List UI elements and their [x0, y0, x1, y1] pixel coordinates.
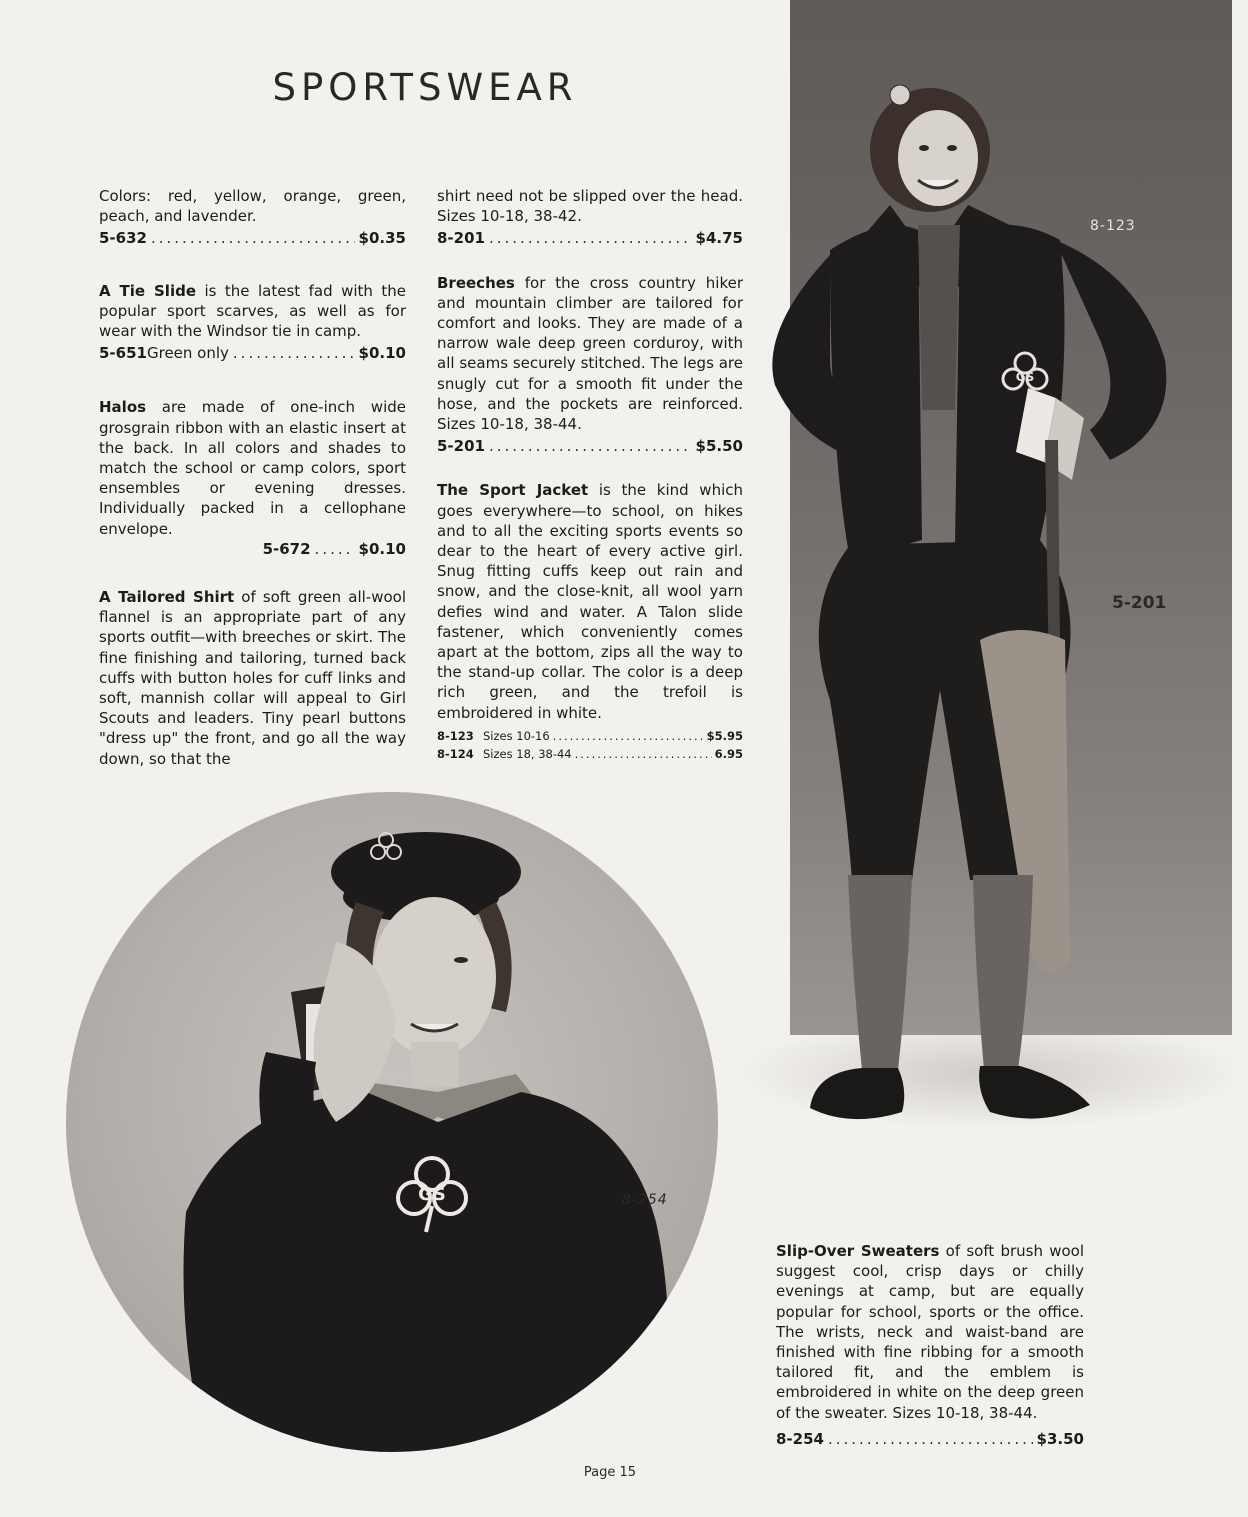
price-line — [437, 727, 743, 745]
item-note: Green only — [146, 344, 229, 363]
price-line — [437, 228, 743, 248]
tailored-shirt-entry — [99, 587, 406, 769]
item-price: $5.95 — [706, 728, 743, 743]
item-description: are made of one-inch wide grosgrain ribbon with an elastic insert at the back. In all colors and shades to match the school or camp colors, sport ensembles or evening dresses. Individually packed in a cellophane envelope. — [99, 398, 406, 538]
item-description: of soft green all-wool flannel is an appropriate part of any sports outfit—with breeches or skirt. The fine finishing and tailoring, turned back cuffs with button holes for cuff links and soft, mannish collar will appeal to Girl Scouts and leaders. Tiny pearl buttons "dress up" the front, and go all the way down, so that the — [99, 588, 406, 768]
item-description: is the latest fad with the popular sport scarves, as well as for wear with the Windsor tie in camp. — [99, 281, 406, 341]
item-price: $5.50 — [695, 437, 743, 456]
item-description: for the cross country hiker and mountain climber are tailored for comfort and looks. They are made of a narrow wale deep green corduroy, with all seams securely stitched. The legs are snugly cut for a smooth fit under the hose, and the pockets are reinforced. Sizes 10-18, 38-44. — [437, 273, 743, 434]
left-shoe — [810, 1068, 904, 1119]
breeches-photo-label: 5-201 — [1112, 593, 1167, 613]
emblem-letters: GS — [1015, 370, 1035, 384]
scarf-colors-entry — [99, 186, 406, 249]
item-price: $0.10 — [358, 539, 406, 558]
price-line — [99, 539, 406, 559]
right-sock — [973, 875, 1033, 1070]
item-price: $3.50 — [1036, 1429, 1084, 1448]
page-title: SPORTSWEAR — [272, 66, 578, 109]
face-shape — [898, 110, 978, 206]
item-code: 5-632 — [99, 229, 147, 248]
item-price: 6.95 — [714, 746, 743, 761]
page-number: Page 15 — [583, 1465, 637, 1480]
sport-jacket-entry — [437, 480, 743, 762]
shirt-continued-entry — [437, 186, 743, 249]
item-name: Breeches — [437, 273, 515, 292]
sweater-girl-photo — [66, 792, 718, 1452]
sweaters-entry — [776, 1241, 1084, 1449]
price-line — [437, 436, 743, 456]
halos-entry — [99, 397, 406, 559]
scarf-colors-text: Colors: red, yellow, orange, green, peach, and lavender. — [99, 187, 406, 226]
breeches-entry — [437, 273, 743, 457]
item-price: $4.75 — [695, 229, 743, 248]
item-code: 8-123 — [437, 728, 474, 743]
item-name: The Sport Jacket — [437, 481, 589, 500]
item-code: 5-651 — [99, 344, 147, 363]
price-line — [99, 343, 406, 363]
item-sizes: Sizes 10-16 — [483, 728, 550, 743]
sweater-girl-figure — [66, 792, 718, 1452]
shirt-front — [918, 225, 960, 410]
tie-slide-entry — [99, 281, 406, 364]
item-name: Halos — [99, 398, 147, 417]
emblem-letters: GS — [418, 1184, 446, 1205]
item-description: of soft brush wool suggest cool, crisp days or chilly evenings at camp, but are equally popular for school, sports or the office. The wrists, neck and waist-band are finished with fine ribbing for a smooth tailored fit, and the emblem is embroidered in white on the deep green of the sweater. Sizes 10-18, 38-44. — [776, 1242, 1084, 1422]
item-code: 8-201 — [437, 229, 485, 248]
middle-column — [437, 186, 743, 791]
standing-girl-photo — [790, 0, 1232, 1035]
price-line — [437, 745, 743, 763]
price-line — [99, 228, 406, 248]
sweater-photo-label: 8-254 — [622, 1192, 668, 1208]
item-code: 5-201 — [437, 437, 485, 456]
item-price: $0.35 — [358, 229, 406, 248]
price-line — [776, 1429, 1084, 1449]
right-shoe — [979, 1066, 1090, 1119]
hat-pin — [890, 85, 910, 105]
left-sock — [848, 875, 912, 1070]
item-code: 5-672 — [262, 539, 311, 558]
item-name: Slip-Over Sweaters — [776, 1242, 940, 1260]
sweater — [184, 1092, 670, 1452]
item-name: A Tie Slide — [99, 281, 196, 300]
item-price: $0.10 — [358, 344, 406, 363]
item-name: A Tailored Shirt — [99, 588, 235, 607]
item-code: 8-124 — [437, 746, 474, 761]
item-description: is the kind which goes everywhere—to school, on hikes and to all the exciting sports events so dear to the heart of every active girl. Snug fitting cuffs keep out rain and snow, and the close-knit, all wool yarn defies wind and water. A Talon slide fastener, which conveniently comes apart at the bottom, zips all the way to the stand-up collar. The color is a deep rich green, and the trefoil is embroidered in white. — [437, 481, 743, 722]
item-code: 8-254 — [776, 1429, 824, 1448]
item-sizes: Sizes 18, 38-44 — [483, 746, 572, 761]
standing-girl-figure — [790, 0, 1232, 1130]
shirt-continued-text: shirt need not be slipped over the head. Sizes 10-18, 38-42. — [437, 187, 743, 226]
left-column — [99, 186, 406, 797]
jacket-photo-label: 8-123 — [1090, 218, 1136, 234]
sweaters-column — [776, 1241, 1084, 1449]
